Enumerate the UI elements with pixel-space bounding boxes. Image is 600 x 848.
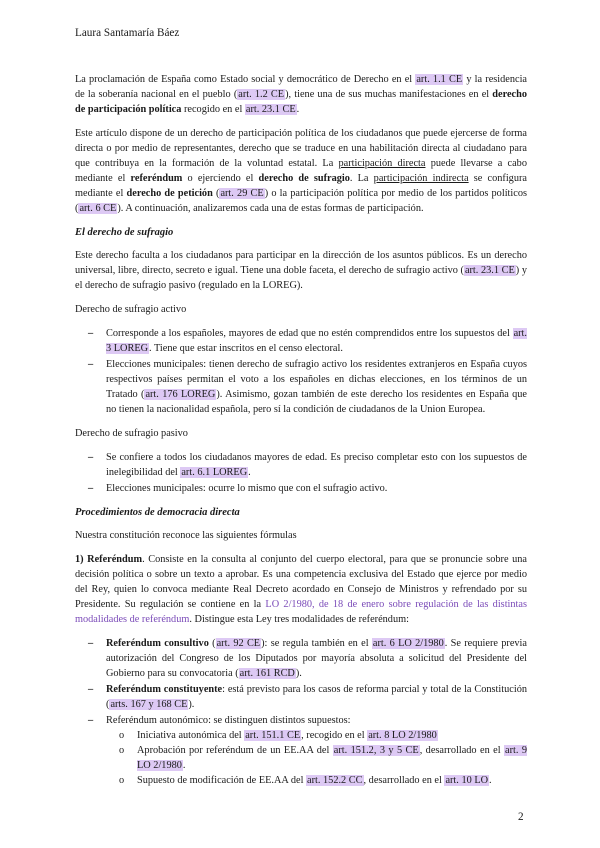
highlight-reference: art. 1.2 CE [238, 89, 285, 100]
paragraph-participation: Este artículo dispone de un derecho de participación política de los ciudadanos que puede ejercerse de forma directa o por medio de representantes, derecho que se traduce en una habilitación directa al ciudadano para que contribuya en la formación de la voluntad estatal. La participación directa puede llevarse a cabo mediante el referéndum o ejerciendo el derecho de sufragio. La participación indirecta se configura mediante el derecho de petición (art. 29 CE) o la participación política por medio de los partidos políticos (art. 6 CE). A continuación, analizaremos cada una de estas formas de participación. [75, 128, 528, 214]
highlight-reference: art. 6.1 LOREG [181, 467, 248, 478]
sublist-item: o Iniciativa autonómica del art. 151.1 CE, recogido en el art. 8 LO 2/1980 [106, 728, 527, 743]
list-item: – Elecciones municipales: ocurre lo mismo que con el sufragio activo. [75, 481, 527, 496]
highlight-reference: art. 152.2 CC [307, 775, 363, 786]
highlight-reference: art. 92 CE [216, 638, 261, 649]
list-item: – Referéndum consultivo (art. 92 CE): se regula también en el art. 6 LO 2/1980. Se requiere previa autorización del Congreso de los Diputados por mayoría absoluta a solicitud del Presidente del Gobierno para su convocatoria (art. 161 RCD). [75, 636, 527, 681]
paragraph-referendum: 1) Referéndum. Consiste en la consulta al conjunto del cuerpo electoral, para que se pronuncie sobre una decisión política o sobre un texto a aprobar. Es una competencia exclusiva del Estado que ejerce por medio del Rey, quien lo convoca mediante Real Decreto acordado en Consejo de Ministros y refrendado por su Presidente. Su regulación se contiene en la LO 2/1980, de 18 de enero sobre regulación de las distintas modalidades de referéndum. Distingue esta Ley tres modalidades de referéndum: [75, 554, 528, 625]
highlight-reference: art. 3 LOREG [106, 328, 527, 354]
list-item: – Se confiere a todos los ciudadanos mayores de edad. Es preciso completar esto con los supuestos de inelegibilidad del art. 6.1 LOREG. [75, 450, 527, 480]
document-body [75, 72, 527, 797]
label-sufragio-activo: Derecho de sufragio activo [75, 304, 187, 315]
page-header-author: Laura Santamaría Báez [75, 27, 180, 39]
page-number: 2 [518, 811, 524, 823]
list-item: – Referéndum constituyente: está previsto para los casos de reforma parcial y total de la Constitución (arts. 167 y 168 CE). [75, 682, 527, 712]
highlight-reference: art. 6 CE [79, 203, 117, 214]
highlight-reference: art. 161 RCD [239, 668, 295, 679]
highlight-reference: art. 6 LO 2/1980 [372, 638, 444, 649]
highlight-reference: art. 23.1 CE [464, 265, 515, 276]
highlight-reference: art. 151.2, 3 y 5 CE [333, 745, 419, 756]
highlight-reference: art. 151.1 CE [245, 730, 301, 741]
section-heading-democracia-directa: Procedimientos de democracia directa [75, 507, 240, 518]
list-sufragio-activo [75, 326, 527, 417]
paragraph-intro: La proclamación de España como Estado social y democrático de Derecho en el art. 1.1 CE y la residencia de la soberanía nacional en el pueblo (art. 1.2 CE), tiene una de sus muchas manifestaciones en el derecho de participación política recogido en el art. 23.1 CE. [75, 74, 527, 115]
paragraph-formulas: Nuestra constitución reconoce las siguientes fórmulas [75, 530, 297, 541]
sublist-item: o Supuesto de modificación de EE.AA del art. 152.2 CC, desarrollado en el art. 10 LO. [106, 773, 527, 788]
list-item: – Corresponde a los españoles, mayores de edad que no estén comprendidos entre los supuestos del art. 3 LOREG. Tiene que estar inscritos en el censo electoral. [75, 326, 527, 356]
highlight-reference: art. 29 CE [220, 188, 264, 199]
sublist-referendum-autonomico [106, 728, 527, 788]
list-item: – Referéndum autonómico: se distinguen distintos supuestos: o Iniciativa autonómica del art. 151.1 CE, recogido en el art. 8 LO 2/1980 o Aprobación por referéndum de un EE.AA del art. 151.2, 3 y 5 CE, desarrollado en el art. 9 LO 2/1980. o Supuesto de modificación de EE.AA del art. 152.2 CC, desarrollado en el art. 10 LO. [75, 713, 527, 788]
highlight-reference: art. 9 LO 2/1980 [137, 745, 528, 771]
highlight-reference: art. 23.1 CE [245, 104, 296, 115]
law-link[interactable]: LO 2/1980, de 18 de enero sobre regulación de las distintas modalidades de referéndum [75, 599, 527, 625]
highlight-reference: arts. 167 y 168 CE [110, 699, 188, 710]
section-heading-sufragio: El derecho de sufragio [75, 227, 174, 238]
list-item: – Elecciones municipales: tienen derecho de sufragio activo los residentes extranjeros en España cuyos respectivos países permitan el voto a los españoles en dichas elecciones, en los términos de un Tratado (art. 176 LOREG). Asimismo, gozan también de este derecho los residentes en España que no tienen la nacionalidad española, pero sí la condición de ciudadanos de la Union Europea. [75, 357, 527, 417]
list-referendum-types [75, 636, 527, 788]
highlight-reference: art. 10 LO [445, 775, 489, 786]
highlight-reference: art. 8 LO 2/1980 [368, 730, 437, 741]
highlight-reference: art. 1.1 CE [416, 74, 463, 85]
paragraph-sufragio: Este derecho faculta a los ciudadanos para participar en la dirección de los asuntos públicos. Es un derecho universal, libre, directo, secreto e igual. Tiene una doble faceta, el derecho de sufragio activo (art. 23.1 CE) y el derecho de sufragio pasivo (regulado en la LOREG). [75, 250, 527, 291]
label-sufragio-pasivo: Derecho de sufragio pasivo [75, 428, 188, 439]
sublist-item: o Aprobación por referéndum de un EE.AA del art. 151.2, 3 y 5 CE, desarrollado en el art. 9 LO 2/1980. [106, 743, 527, 773]
highlight-reference: art. 176 LOREG [145, 389, 216, 400]
list-sufragio-pasivo [75, 450, 527, 496]
